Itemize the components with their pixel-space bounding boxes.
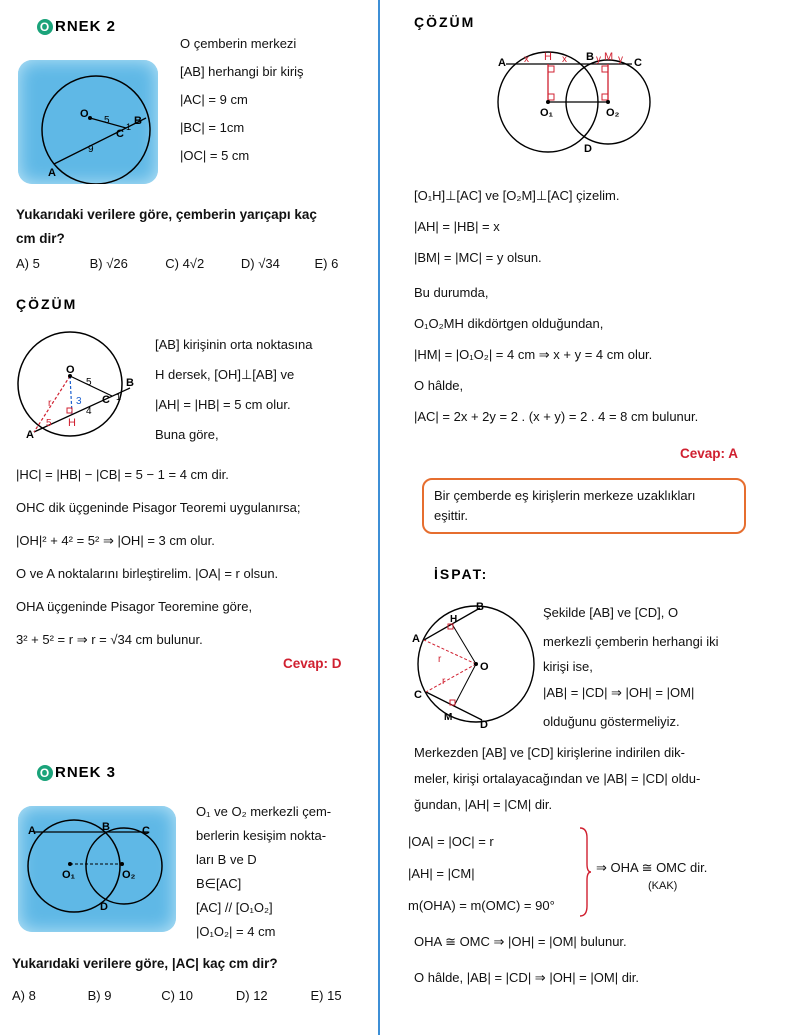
fig-label-h: H (450, 614, 458, 625)
text-line: O₁O₂MH dikdörtgen olduğundan, (414, 316, 604, 331)
fig-label-h: H (544, 51, 552, 63)
fig-label-a: A (28, 825, 36, 837)
choice-b[interactable]: B) √26 (89, 256, 128, 271)
fig-label-3: 3 (76, 396, 82, 407)
fig-label-d: D (100, 901, 108, 913)
choice-c[interactable]: C) 10 (161, 988, 194, 1003)
text-line: |AH| = |CM| (408, 866, 475, 881)
solution-2-steps (16, 458, 300, 656)
text-line: OHC dik üçgeninde Pisagor Teoremi uygulanırsa; (16, 500, 301, 515)
fig-label-r: r (438, 654, 442, 665)
example-2-figure-box (18, 60, 158, 184)
example-2-choices (16, 256, 338, 271)
fig-label-c: C (634, 57, 642, 69)
text-line: O hâlde, (414, 378, 464, 393)
example-3-title (37, 764, 116, 781)
fig-label-c: C (102, 394, 110, 406)
text-line: |OA| = |OC| = r (408, 834, 494, 849)
fig-label-m: M (444, 712, 453, 723)
text-line: |BM| = |MC| = y olsun. (414, 250, 542, 265)
text-line: Merkezden [AB] ve [CD] kirişlerine indirilen dik- (414, 745, 685, 760)
fig-label-o: O (480, 661, 489, 673)
choice-e[interactable]: E) 6 (314, 256, 339, 271)
fig-label-a: A (412, 633, 420, 645)
example-3-choices (12, 988, 342, 1003)
given-line: berlerin kesişim nokta- (196, 828, 327, 843)
solution-3-answer: Cevap: A (680, 446, 739, 461)
fig-label-4: 4 (86, 406, 92, 417)
solution-3-steps (414, 180, 698, 432)
text-line: kirişi ise, (543, 659, 593, 674)
text-line: m(OHA) = m(OMC) = 90° (408, 898, 555, 913)
example-3-figure (18, 806, 176, 932)
choice-c[interactable]: C) 4√2 (165, 256, 205, 271)
text-line: 3² + 5² = r ⇒ r = √34 cm bulunur. (16, 632, 203, 647)
text-line: |AB| = |CD| ⇒ |OH| = |OM| (543, 685, 695, 700)
example-2-title-text: RNEK 2 (55, 18, 117, 35)
fig-label-o2: O₂ (606, 107, 620, 119)
text-line: |HC| = |HB| − |CB| = 5 − 1 = 4 cm dir. (16, 467, 229, 482)
text-line: OHA üçgeninde Pisagor Teoremine göre, (16, 599, 253, 614)
solution-3-figure (490, 48, 660, 163)
choice-d[interactable]: D) 12 (235, 988, 268, 1003)
choice-a[interactable]: A) 5 (16, 256, 40, 271)
choice-e[interactable]: E) 15 (310, 988, 342, 1003)
fig-label-b: B (102, 821, 110, 833)
fig-label-x: x (562, 54, 567, 65)
given-line: [AB] herhangi bir kiriş (180, 64, 304, 79)
text-line: ğundan, |AH| = |CM| dir. (414, 797, 553, 812)
proof-explanation (414, 740, 700, 818)
proof-brace-conditions (408, 826, 555, 922)
given-line: |O₁O₂| = 4 cm (196, 924, 276, 939)
text-line: O ve A noktalarını birleştirelim. |OA| = r olsun. (16, 566, 279, 581)
proof-side-text (543, 598, 719, 736)
example-3-figure-box (18, 806, 176, 932)
fig-label-c: C (142, 825, 150, 837)
solution-2-side-text (155, 330, 313, 450)
example-2-title (37, 18, 116, 35)
fig-label-d: D (584, 143, 592, 155)
given-line: |BC| = 1cm (180, 120, 245, 135)
fig-label-5: 5 (86, 377, 92, 388)
proof-conclusion-1: OHA ≅ OMC ⇒ |OH| = |OM| bulunur. (414, 934, 627, 949)
fig-label-b: B (586, 51, 594, 63)
text-line: H dersek, [OH]⊥[AB] ve (155, 367, 295, 382)
note-line: Bir çemberde eş kirişlerin merkeze uzaklıkları (434, 488, 696, 503)
solution-2-title: ÇÖZÜM (16, 296, 78, 312)
note-line: eşittir. (434, 508, 468, 523)
text-line: [AB] kirişinin orta noktasına (155, 337, 313, 352)
fig-label-y: y (596, 54, 601, 65)
fig-label-b: B (126, 377, 134, 389)
fig-label-r: r (442, 676, 446, 687)
choice-d[interactable]: D) √34 (240, 256, 280, 271)
fig-label-a: A (26, 429, 34, 441)
fig-label-c: C (414, 689, 422, 701)
choice-a[interactable]: A) 8 (12, 988, 36, 1003)
fig-label-r: r (48, 398, 52, 409)
curly-brace-icon (578, 826, 592, 918)
question-line: cm dir? (16, 231, 65, 246)
kak-label: (KAK) (648, 880, 678, 892)
solution-2-answer: Cevap: D (283, 656, 342, 671)
text-line: |AH| = |HB| = 5 cm olur. (155, 397, 291, 412)
column-divider (378, 0, 380, 1035)
theorem-note-box (422, 478, 746, 534)
text-line: meler, kirişi ortalayacağından ve |AB| = |CD| oldu- (414, 771, 701, 786)
solution-3-title: ÇÖZÜM (414, 14, 476, 30)
text-line: |HM| = |O₁O₂| = 4 cm ⇒ x + y = 4 cm olur. (414, 347, 653, 362)
text-line: |OH|² + 4² = 5² ⇒ |OH| = 3 cm olur. (16, 533, 215, 548)
fig-label-o: O (66, 364, 75, 376)
o-badge-icon: O (37, 19, 53, 35)
fig-label-o1: O₁ (540, 107, 554, 119)
fig-label-1: 1 (116, 392, 122, 402)
example-2-givens (180, 30, 304, 170)
fig-label-5: 5 (104, 115, 110, 126)
proof-conclusion-2: O hâlde, |AB| = |CD| ⇒ |OH| = |OM| dir. (414, 970, 640, 985)
given-line: O₁ ve O₂ merkezli çem- (196, 804, 332, 819)
proof-title: İSPAT: (434, 566, 489, 582)
question-line: Yukarıdaki verilere göre, çemberin yarıçapı kaç (16, 207, 317, 222)
fig-label-o2: O₂ (122, 869, 136, 881)
example-3-givens (196, 800, 331, 944)
proof-figure (410, 600, 540, 728)
given-line: B∈[AC] (196, 876, 242, 891)
o-badge-icon: O (37, 765, 53, 781)
given-line: O çemberin merkezi (180, 36, 297, 51)
proof-brace-result: ⇒ OHA ≅ OMC dir. (596, 860, 708, 875)
fig-label-m: M (604, 51, 614, 63)
given-line: |AC| = 9 cm (180, 92, 248, 107)
fig-label-5: 5 (46, 418, 52, 429)
fig-label-a: A (48, 167, 56, 179)
fig-label-y: y (618, 54, 623, 65)
fig-label-b: B (476, 601, 484, 613)
solution-2-figure (12, 326, 142, 446)
text-line: [O₁H]⊥[AC] ve [O₂M]⊥[AC] çizelim. (414, 188, 620, 203)
text-line: Şekilde [AB] ve [CD], O (543, 605, 679, 620)
fig-label-o1: O₁ (62, 869, 76, 881)
text-line: |AH| = |HB| = x (414, 219, 500, 234)
example-3-title-text: RNEK 3 (55, 764, 117, 781)
example-2-question (16, 203, 317, 251)
text-line: Bu durumda, (414, 285, 489, 300)
fig-label-b: B (134, 115, 142, 127)
fig-label-9: 9 (88, 144, 94, 155)
fig-label-o: O (80, 108, 89, 120)
example-3-question: Yukarıdaki verilere göre, |AC| kaç cm dir? (12, 956, 278, 971)
text-line: olduğunu göstermeliyiz. (543, 714, 680, 729)
text-line: Buna göre, (155, 427, 219, 442)
given-line: |OC| = 5 cm (180, 148, 250, 163)
fig-label-x: x (524, 54, 529, 65)
text-line: merkezli çemberin herhangi iki (543, 634, 719, 649)
example-2-figure (18, 60, 158, 184)
given-line: ları B ve D (196, 852, 257, 867)
text-line: |AC| = 2x + 2y = 2 . (x + y) = 2 . 4 = 8 cm bulunur. (414, 409, 699, 424)
choice-b[interactable]: B) 9 (87, 988, 112, 1003)
fig-label-c: C (116, 128, 124, 140)
fig-label-1: 1 (126, 122, 132, 132)
fig-label-a: A (498, 57, 506, 69)
given-line: [AC] // [O₁O₂] (196, 900, 273, 915)
fig-label-d: D (480, 719, 488, 728)
fig-label-h: H (68, 417, 76, 429)
